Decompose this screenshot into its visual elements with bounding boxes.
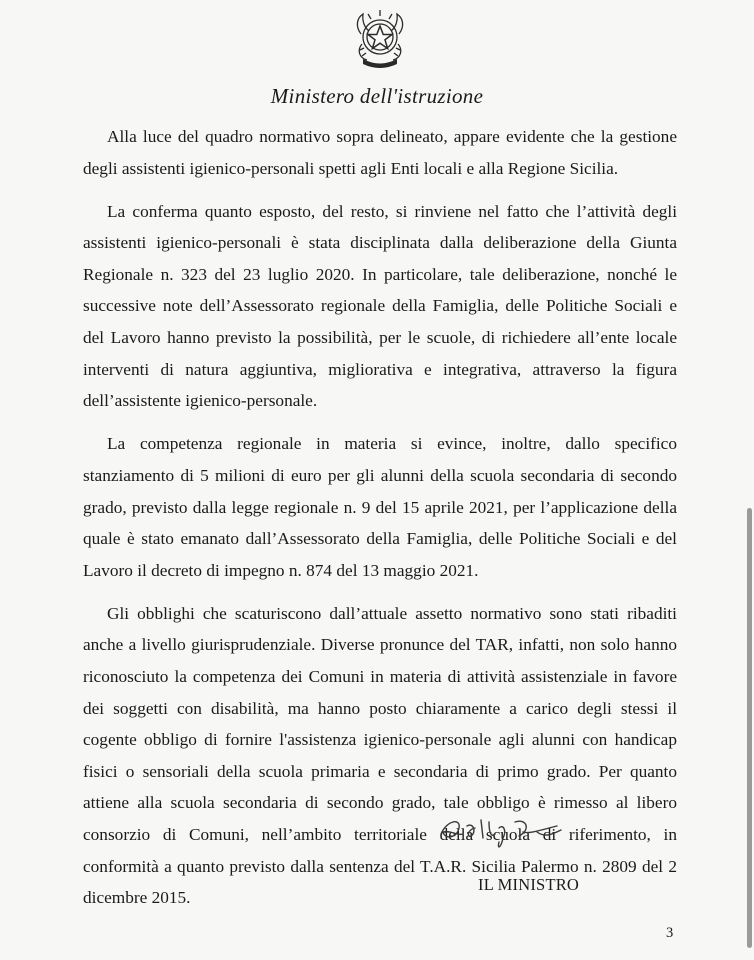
scrollbar-thumb[interactable] bbox=[747, 508, 752, 948]
ministry-name: Ministero dell'istruzione bbox=[270, 84, 484, 108]
italian-republic-emblem-icon bbox=[345, 4, 415, 74]
paragraph-1: Alla luce del quadro normativo sopra delineato, appare evidente che la gestione degli assistenti igienico-personali spetti agli Enti locali e alla Regione Sicilia. bbox=[83, 127, 677, 178]
document-body bbox=[83, 121, 677, 925]
scrollbar[interactable] bbox=[746, 0, 754, 960]
minister-label: IL MINISTRO bbox=[478, 875, 580, 894]
page-number: 3 bbox=[666, 925, 674, 941]
paragraph-4: Gli obblighi che scaturiscono dall’attuale assetto normativo sono stati ribaditi anche a livello giurisprudenziale. Diverse pronunce del TAR, infatti, non solo hanno riconosciuto la competenza dei Comuni in materia di attività assistenziale in favore dei soggetti con disabilità, ma hanno posto chiaramente a carico degli stessi il cogente obbligo di fornire l'assistenza igienico-personale agli alunni con handicap fisici o sensoriali della scuola primaria e secondaria di primo grado. Per quanto attiene alla scuola secondaria di secondo grado, tale obbligo è rimesso al libero consorzio di Comuni, nell’ambito territoriale della scuola di riferimento, in conformità a quanto previsto dalla sentenza del T.A.R. Sicilia Palermo n. 2809 del 2 dicembre 2015. bbox=[83, 603, 677, 908]
handwritten-signature-icon bbox=[437, 808, 579, 852]
paragraph-2: La conferma quanto esposto, del resto, si rinviene nel fatto che l’attività degli assistenti igienico-personali è stata disciplinata dalla deliberazione della Giunta Regionale n. 323 del 23 luglio 2020. In particolare, tale deliberazione, nonché le successive note dell’Assessorato regionale della Famiglia, delle Politiche Sociali e del Lavoro hanno previsto la possibilità, per le scuole, di richiedere all’ente locale interventi di natura aggiuntiva, migliorativa e integrativa, attraverso la figura dell’assistente igienico-personale. bbox=[83, 201, 677, 411]
paragraph-3: La competenza regionale in materia si evince, inoltre, dallo specifico stanziamento di 5 milioni di euro per gli alunni della scuola secondaria di secondo grado, previsto dalla legge regionale n. 9 del 15 aprile 2021, per l’applicazione della quale è stato emanato dall’Assessorato della Famiglia, delle Politiche Sociali e del Lavoro il decreto di impegno n. 874 del 13 maggio 2021. bbox=[83, 434, 677, 580]
